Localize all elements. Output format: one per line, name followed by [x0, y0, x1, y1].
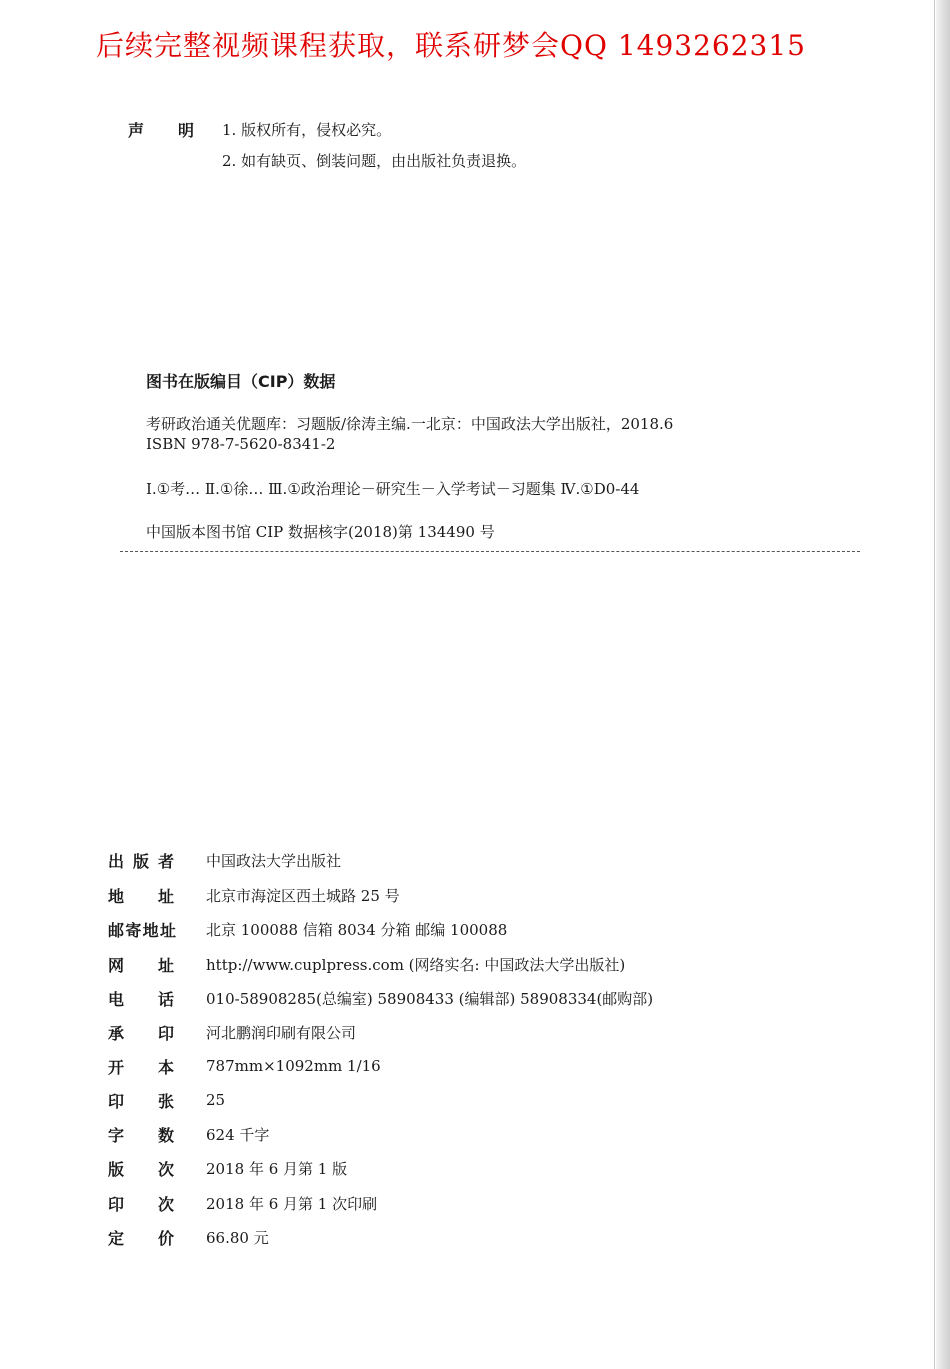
pub-label-char: 承 — [108, 1023, 125, 1043]
pub-value: 2018 年 6 月第 1 次印刷 — [206, 1194, 378, 1213]
pub-label-char: 版 — [132, 851, 149, 871]
pub-row-edition — [108, 1155, 347, 1181]
pub-label-char: 印 — [108, 1091, 125, 1111]
declaration-label-char: 明 — [177, 121, 194, 140]
pub-row-publisher — [108, 847, 341, 873]
pub-label — [108, 1157, 174, 1180]
declaration-label — [128, 118, 194, 141]
pub-label — [108, 918, 176, 941]
pub-label — [108, 1089, 174, 1112]
cip-book-info: 考研政治通关优题库：习题版/徐涛主编.一北京：中国政法大学出版社，2018.6 — [146, 415, 674, 433]
pub-label-char: 价 — [157, 1228, 174, 1248]
pub-label-char: 地 — [108, 886, 125, 906]
pub-label-char: 出 — [108, 851, 125, 871]
pub-label-char: 开 — [108, 1057, 125, 1077]
pub-value: 66.80 元 — [206, 1228, 269, 1247]
pub-label-char: 电 — [108, 989, 125, 1009]
declaration-item-1: 1. 版权所有，侵权必究。 — [222, 121, 392, 139]
pub-label-char: 话 — [157, 989, 174, 1009]
pub-label-char: 寄 — [125, 920, 142, 940]
pub-value: 787mm×1092mm 1/16 — [206, 1057, 381, 1075]
pub-label — [108, 953, 174, 976]
pub-label-char: 数 — [157, 1125, 174, 1145]
pub-label — [108, 1055, 174, 1078]
pub-row-website — [108, 951, 625, 977]
pub-label-char: 者 — [157, 851, 174, 871]
page-edge-shadow — [936, 0, 950, 1369]
page-edge-line — [934, 0, 935, 1369]
pub-label-char: 次 — [157, 1194, 174, 1214]
pub-value: 624 千字 — [206, 1125, 270, 1144]
pub-value: 010-58908285(总编室) 58908433 (编辑部) 58908334(邮购部) — [206, 989, 654, 1008]
cip-isbn: ISBN 978-7-5620-8341-2 — [146, 435, 336, 453]
cip-classification: Ⅰ.①考… Ⅱ.①徐… Ⅲ.①政治理论－研究生－入学考试－习题集 Ⅳ.①D0-44 — [146, 480, 640, 498]
declaration-item-2: 2. 如有缺页、倒装问题，由出版社负责退换。 — [222, 152, 527, 170]
pub-row-price — [108, 1224, 269, 1250]
pub-label — [108, 1123, 174, 1146]
declaration-label-char: 声 — [128, 121, 145, 140]
pub-label-char: 字 — [108, 1125, 125, 1145]
pub-value: 中国政法大学出版社 — [206, 851, 342, 870]
pub-label-char: 印 — [157, 1023, 174, 1043]
pub-row-word-count — [108, 1121, 269, 1147]
pub-label-char: 址 — [157, 955, 174, 975]
pub-value: 北京市海淀区西土城路 25 号 — [206, 886, 400, 905]
pub-label-char: 印 — [108, 1194, 125, 1214]
pub-label-char: 地 — [142, 920, 159, 940]
pub-label — [108, 1226, 174, 1249]
pub-value: http://www.cuplpress.com (网络实名: 中国政法大学出版社) — [206, 955, 626, 974]
pub-label — [108, 1021, 174, 1044]
pub-row-address — [108, 882, 400, 908]
pub-row-sheets — [108, 1087, 225, 1113]
pub-label — [108, 849, 174, 872]
pub-label-char: 址 — [157, 886, 174, 906]
pub-label-char: 本 — [157, 1057, 174, 1077]
pub-row-printing — [108, 1190, 377, 1216]
pub-label-char: 网 — [108, 955, 125, 975]
cip-title: 图书在版编目（CIP）数据 — [146, 372, 336, 391]
pub-row-format — [108, 1053, 381, 1079]
pub-value: 北京 100088 信箱 8034 分箱 邮编 100088 — [206, 920, 508, 939]
pub-label-char: 次 — [157, 1159, 174, 1179]
pub-row-printer — [108, 1019, 356, 1045]
pub-label — [108, 987, 174, 1010]
pub-value: 2018 年 6 月第 1 版 — [206, 1159, 348, 1178]
pub-label-char: 张 — [157, 1091, 174, 1111]
cip-library-record: 中国版本图书馆 CIP 数据核字(2018)第 134490 号 — [146, 523, 495, 541]
pub-label-char: 邮 — [108, 920, 125, 940]
pub-row-phone — [108, 985, 653, 1011]
pub-label-char: 版 — [108, 1159, 125, 1179]
pub-label-char: 定 — [108, 1228, 125, 1248]
pub-value: 河北鹏润印刷有限公司 — [206, 1023, 357, 1042]
pub-label-char: 址 — [159, 920, 176, 940]
pub-label — [108, 1192, 174, 1215]
promo-banner: 后续完整视频课程获取，联系研梦会QQ 1493262315 — [96, 29, 806, 62]
pub-row-mailing-address — [108, 916, 507, 942]
dashed-divider — [120, 551, 860, 552]
pub-label — [108, 884, 174, 907]
pub-value: 25 — [206, 1091, 226, 1109]
